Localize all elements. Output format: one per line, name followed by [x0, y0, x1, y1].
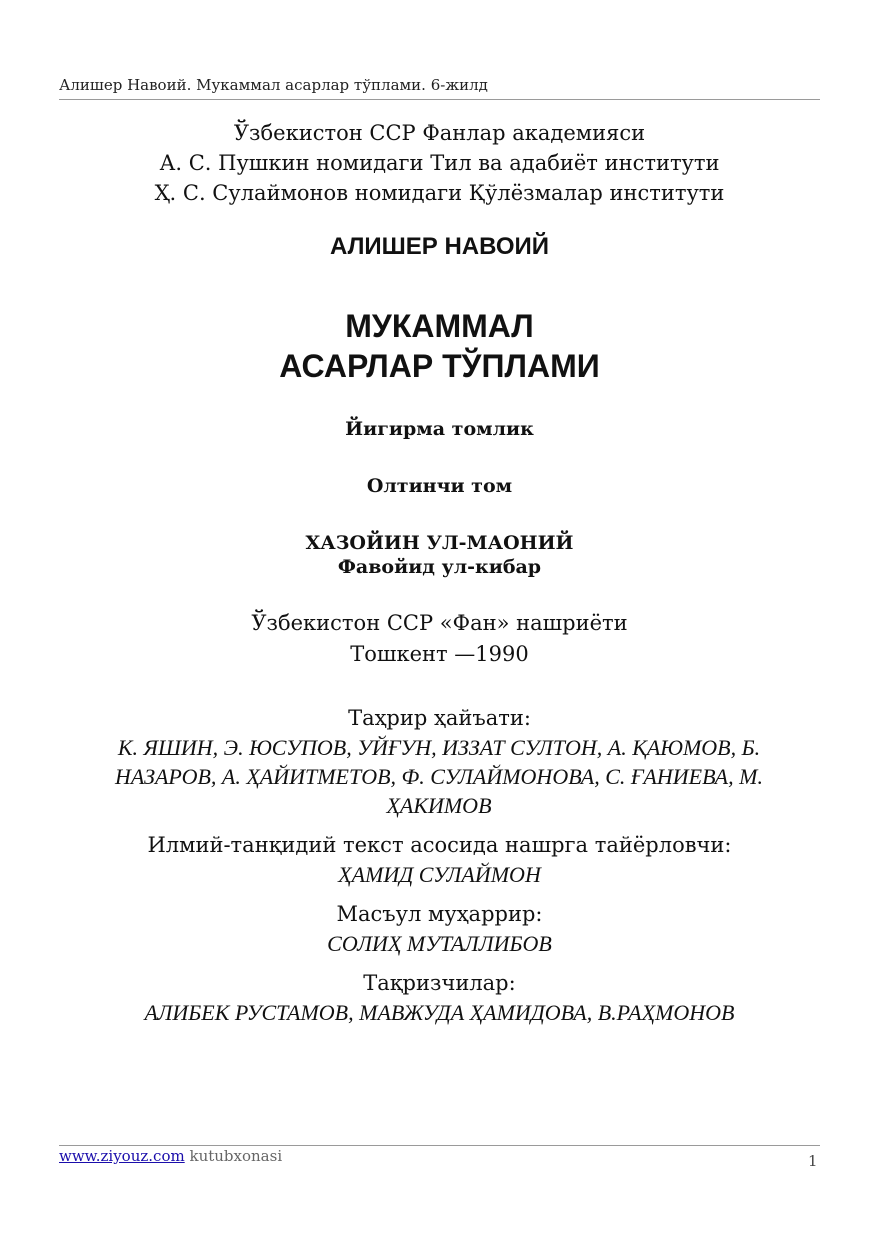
volumes-total: Йигирма томлик: [345, 418, 534, 440]
footer-source: [59, 1147, 282, 1165]
title-page-content: [59, 118, 820, 1027]
running-header: Алишер Навоий. Мукаммал асарлар тўплами. 6-жилд: [59, 76, 488, 94]
responsible-editor-label: Масъул муҳаррир:: [336, 902, 543, 926]
page-number: 1: [808, 1152, 818, 1170]
text-preparer-label: Илмий-танқидий текст асосида нашрга тайёрловчи:: [147, 833, 732, 857]
footer-suffix: kutubxonasi: [189, 1147, 283, 1165]
book-title: [59, 306, 820, 386]
institution-academy: Ўзбекистон ССР Фанлар академияси: [233, 121, 646, 145]
work-subtitle: Фавойид ул-кибар: [337, 556, 542, 578]
editorial-board-members: К. ЯШИН, Э. ЮСУПОВ, УЙҒУН, ИЗЗАТ СУЛТОН, А. ҚАЮМОВ, Б. НАЗАРОВ, А. ҲАЙИТМЕТОВ, Ф. СУЛАЙМОНОВА, С. ҒАНИЕВА, М. ҲАКИМОВ: [115, 735, 763, 818]
editorial-board-label: Таҳрир ҳайъати:: [348, 706, 531, 730]
work-name: ХАЗОЙИН УЛ-МАОНИЙ: [305, 532, 574, 554]
reviewers-label: Тақризчилар:: [363, 971, 516, 995]
text-preparer-name: ҲАМИД СУЛАЙМОН: [338, 862, 541, 887]
institution-manuscripts: Ҳ. С. Сулаймонов номидаги Қўлёзмалар институти: [154, 181, 725, 205]
ziyouz-link[interactable]: www.ziyouz.com: [59, 1147, 185, 1165]
reviewers-names: АЛИБЕК РУСТАМОВ, МАВЖУДА ҲАМИДОВА, В.РАҲМОНОВ: [144, 1000, 735, 1025]
publisher-name: Ўзбекистон ССР «Фан» нашриёти: [251, 611, 628, 635]
author-name: АЛИШЕР НАВОИЙ: [329, 233, 550, 260]
institution-pushkin: А. С. Пушкин номидаги Тил ва адабиёт институти: [159, 151, 720, 175]
footer-divider: [59, 1145, 820, 1146]
book-title-line-1: МУКАММАЛ: [345, 308, 534, 344]
publisher-city-year: Тошкент —1990: [350, 642, 529, 666]
responsible-editor-name: СОЛИҲ МУТАЛЛИБОВ: [327, 931, 552, 956]
book-title-line-2: АСАРЛАР ТЎПЛАМИ: [279, 348, 600, 384]
volume-number: Олтинчи том: [366, 475, 513, 497]
header-divider: [59, 99, 820, 100]
